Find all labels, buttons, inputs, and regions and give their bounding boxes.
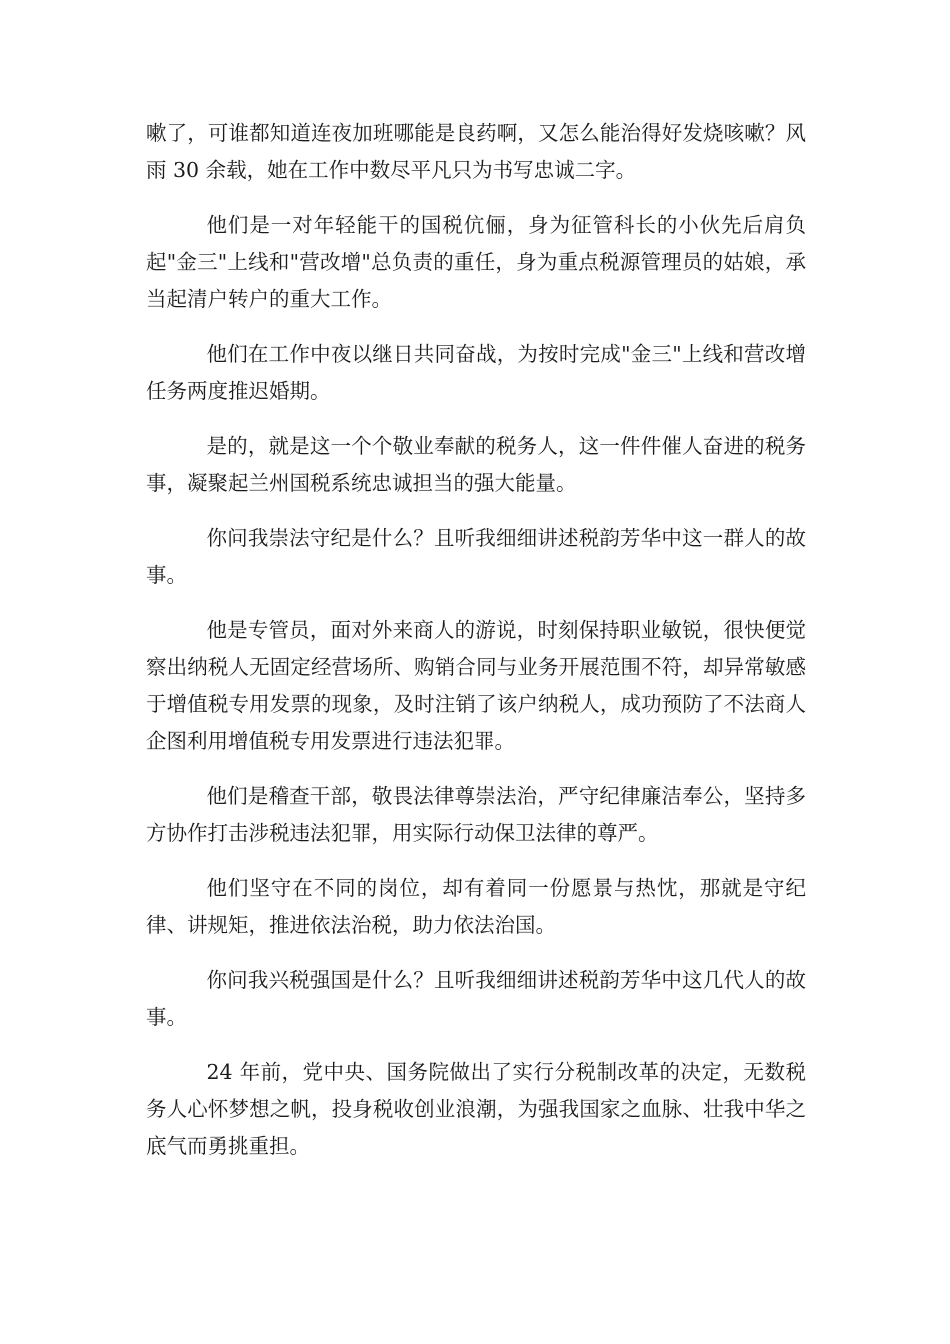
paragraph: 你问我崇法守纪是什么？且听我细细讲述税韵芳华中这一群人的故事。 [146,526,806,587]
paragraph: 你问我兴税强国是什么？且听我细细讲述税韵芳华中这几代人的故事。 [146,968,806,1029]
paragraph: 他们坚守在不同的岗位，却有着同一份愿景与热忱，那就是守纪律、讲规矩，推进依法治税，助力依法治国。 [146,876,806,937]
paragraph: 24 年前，党中央、国务院做出了实行分税制改革的决定，无数税务人心怀梦想之帆，投身税收创业浪潮，为强我国家之血脉、壮我中华之底气而勇挑重担。 [146,1060,806,1158]
paragraph: 他们是一对年轻能干的国税伉俪，身为征管科长的小伙先后肩负起"金三"上线和"营改增"总负责的重任，身为重点税源管理员的姑娘，承当起清户转户的重大工作。 [146,213,806,311]
paragraph: 他们在工作中夜以继日共同奋战，为按时完成"金三"上线和营改增任务两度推迟婚期。 [146,342,806,403]
document-body [146,115,806,1183]
paragraph: 他们是稽查干部，敬畏法律尊崇法治，严守纪律廉洁奉公，坚持多方协作打击涉税违法犯罪，用实际行动保卫法律的尊严。 [146,784,806,845]
paragraph-continuation: 嗽了，可谁都知道连夜加班哪能是良药啊，又怎么能治得好发烧咳嗽？风雨 30 余载，她在工作中数尽平凡只为书写忠诚二字。 [146,121,806,182]
paragraph: 他是专管员，面对外来商人的游说，时刻保持职业敏锐，很快便觉察出纳税人无固定经营场所、购销合同与业务开展范围不符，却异常敏感于增值税专用发票的现象，及时注销了该户纳税人，成功预防了不法商人企图利用增值税专用发票进行违法犯罪。 [146,618,806,753]
paragraph: 是的，就是这一个个敬业奉献的税务人，这一件件催人奋进的税务事，凝聚起兰州国税系统忠诚担当的强大能量。 [146,434,806,495]
